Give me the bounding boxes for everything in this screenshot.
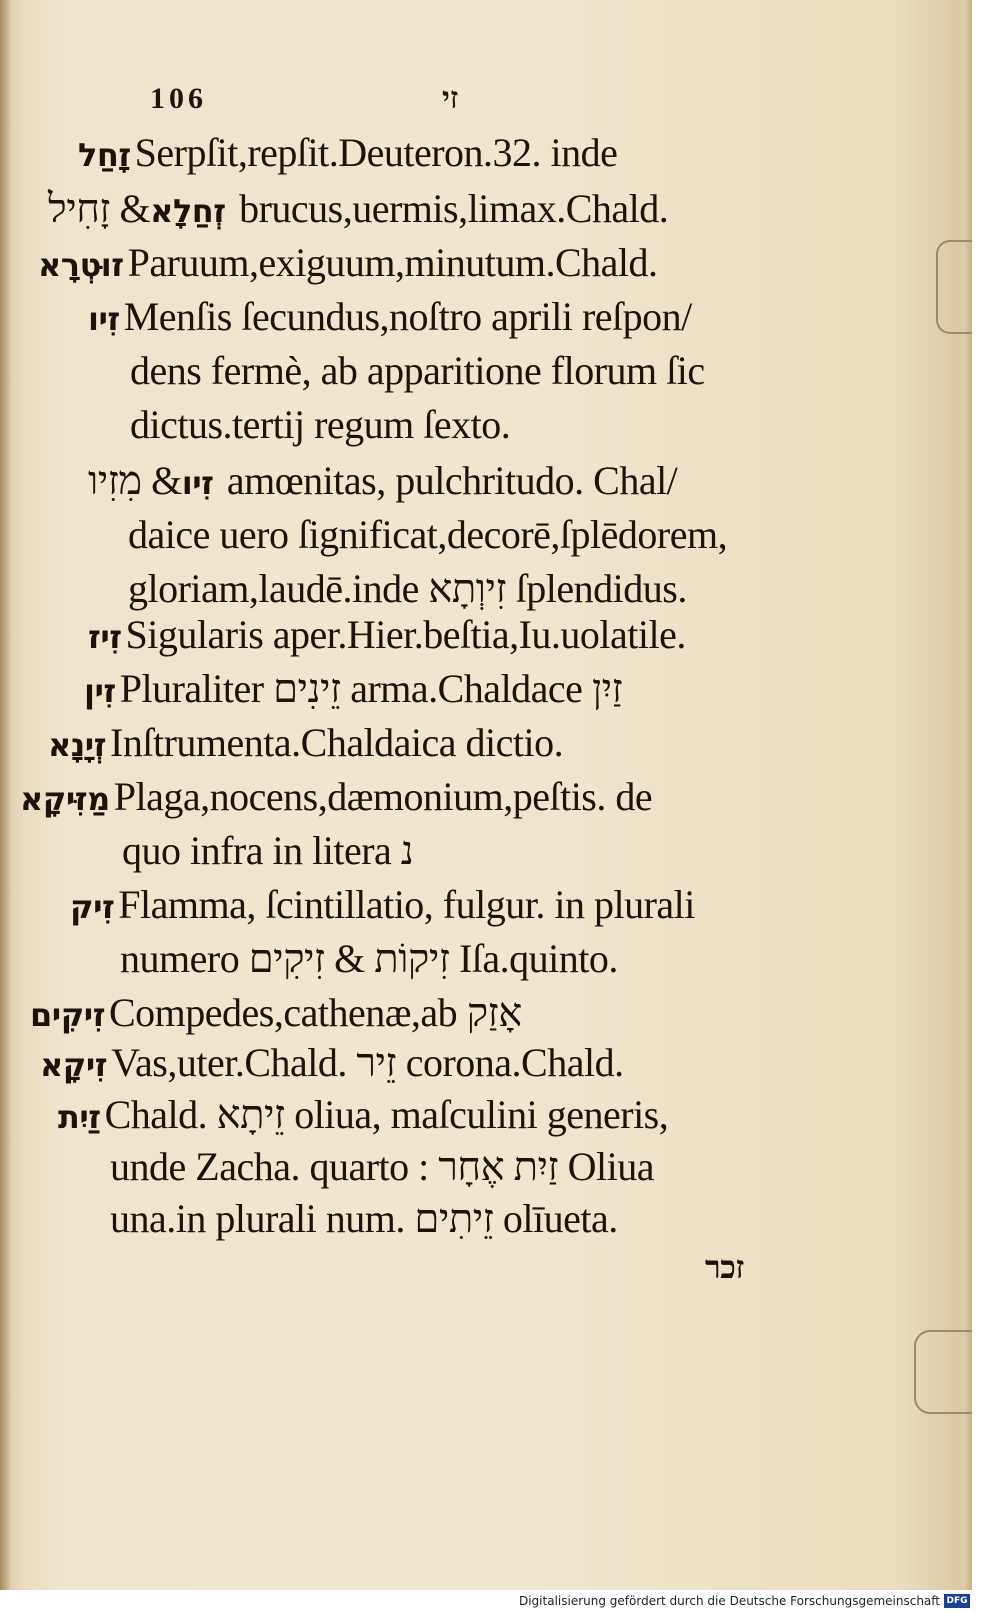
text-line xyxy=(58,1088,668,1142)
book-spine xyxy=(0,0,10,1590)
line-text: numero זִיקוֹת & זִיקִים Iſa.quinto. xyxy=(120,936,618,981)
page-clip-bottom xyxy=(914,1330,972,1414)
text-line xyxy=(78,126,617,180)
hebrew-headword: זַיִת xyxy=(58,1098,101,1136)
line-text: Sigularis aper.Hier.beſtia,Iu.uolatile. xyxy=(125,612,686,657)
line-text: daice uero ſignificat,decorē,ſplēdorem, xyxy=(128,512,728,557)
line-text: Chald. זֵיתָא oliua, maſculini generis, xyxy=(104,1092,669,1137)
page-header xyxy=(150,82,510,122)
text-line xyxy=(88,454,677,508)
hebrew-headword: זְחַלָא xyxy=(150,192,226,230)
line-text: una.in plurali num. זֵיתִים olīueta. xyxy=(110,1196,618,1241)
text-line xyxy=(130,398,510,452)
text-line xyxy=(40,1036,624,1090)
text-line xyxy=(88,608,686,662)
line-text: Menſis ſecundus,noſtro aprili reſpon/ xyxy=(123,294,692,339)
line-text: Flamma, ſcintillatio, fulgur. in plurali xyxy=(118,882,695,927)
line-text: Pluraliter זֵינִים arma.Chaldace זַיִן xyxy=(119,666,623,711)
text-line xyxy=(110,1192,618,1246)
hebrew-headword: זִיק xyxy=(70,888,115,926)
text-line xyxy=(88,290,692,344)
line-text: gloriam,laudē.inde זִיוְתָא ſplendidus. xyxy=(128,566,687,611)
text-line xyxy=(120,932,618,986)
text-line xyxy=(110,1140,654,1194)
page-number: 106 xyxy=(150,82,207,115)
text-line xyxy=(20,770,652,824)
hebrew-headword: זִיז xyxy=(88,618,122,656)
text-line xyxy=(128,508,727,562)
text-line xyxy=(48,182,668,236)
text-line xyxy=(122,824,413,878)
line-text: unde Zacha. quarto : זַיִת אֶחָר Oliua xyxy=(110,1144,654,1189)
hebrew-headword: זִיקִים xyxy=(30,996,105,1034)
text-line xyxy=(38,236,658,290)
page-clip-top xyxy=(936,240,972,334)
hebrew-headword: זִין xyxy=(84,672,116,710)
footer-credit: Digitalisierung gefördert durch die Deutsche Forschungsgemeinschaft xyxy=(518,1594,940,1608)
line-text: & זָחִיל brucus,uermis,limax.Chald. xyxy=(48,186,669,231)
footer-bar xyxy=(0,1590,1000,1612)
hebrew-headword: זוּטְרָא xyxy=(38,246,124,284)
text-line xyxy=(30,986,522,1040)
line-text: Plaga,nocens,dæmonium,peſtis. de xyxy=(113,774,653,819)
line-text: dictus.tertij regum ſexto. xyxy=(130,402,511,447)
text-line xyxy=(70,878,695,932)
running-head: זי xyxy=(442,82,459,115)
line-text: Compedes,cathenæ,ab אָזַק xyxy=(109,990,522,1035)
line-text: Paruum,exiguum,minutum.Chald. xyxy=(127,240,658,285)
hebrew-headword: זִיקָא xyxy=(40,1046,108,1084)
text-line xyxy=(130,344,705,398)
hebrew-headword: מַזִּיקָא xyxy=(20,780,110,818)
text-line xyxy=(48,716,563,770)
line-text: Inſtrumenta.Chaldaica dictio. xyxy=(110,720,564,765)
text-line xyxy=(84,662,622,716)
hebrew-headword: זָחַל xyxy=(78,136,131,174)
dfg-logo: DFG xyxy=(944,1594,970,1608)
catchword: זכר xyxy=(705,1249,744,1285)
line-text: dens fermè, ab apparitione florum ſic xyxy=(130,348,705,393)
hebrew-headword: זִיו xyxy=(181,464,214,502)
hebrew-headword: זִיו xyxy=(88,300,120,338)
hebrew-headword: זְיָנָא xyxy=(48,726,107,764)
line-text: & מִזִיו amœnitas, pulchritudo. Chal/ xyxy=(88,458,678,503)
line-text: Vas,uter.Chald. זֵיר corona.Chald. xyxy=(111,1040,624,1085)
line-text: Serpſit,repſit.Deuteron.32. inde xyxy=(134,130,618,175)
line-text: quo infra in litera נ xyxy=(122,828,414,873)
